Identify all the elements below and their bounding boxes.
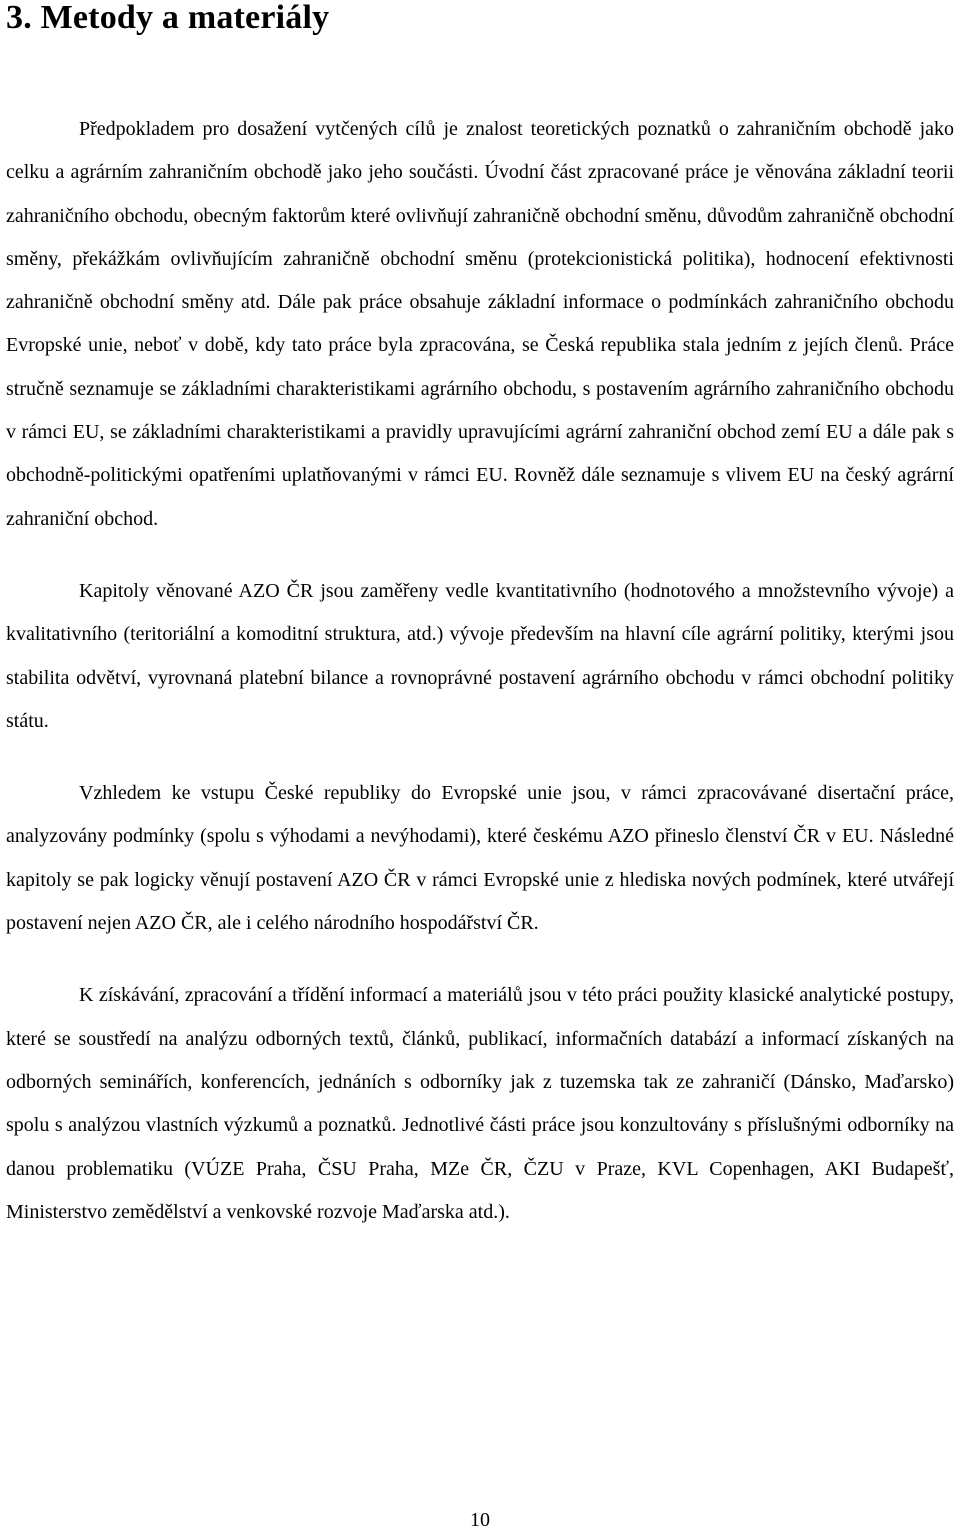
paragraph-introduction: Předpokladem pro dosažení vytčených cílů je znalost teoretických poznatků o zahraničním obchodě jako celku a agrárním zahraničním obchodě jako jeho součásti. Úvodní část zpracované práce je věnována základní teorii zahraničního obchodu, obecným faktorům které ovlivňují zahraničně obchodní směnu, důvodům zahraničně obchodní směny, překážkám ovlivňujícím zahraničně obchodní směnu (protekcionistická politika), hodnocení efektivnosti zahraničně obchodní směny atd. Dále pak práce obsahuje základní informace o podmínkách zahraničního obchodu Evropské unie, neboť v době, kdy tato práce byla zpracována, se Česká republika stala jedním z jejích členů. Práce stručně seznamuje se základními charakteristikami agrárního obchodu, s postavením agrárního zahraničního obchodu v rámci EU, se základními charakteristikami a pravidly upravujícími agrární zahraniční obchod zemí EU a dále pak s obchodně-politickými opatřeními uplatňovanými v rámci EU. Rovněž dále seznamuje s vlivem EU na český agrární zahraniční obchod. [6,118,954,530]
paragraph-eu-accession: Vzhledem ke vstupu České republiky do Evropské unie jsou, v rámci zpracovávané disertační práce, analyzovány podmínky (spolu s výhodami a nevýhodami), které českému AZO přineslo členství ČR v EU. Následné kapitoly se pak logicky věnují postavení AZO ČR v rámci Evropské unie z hlediska nových podmínek, které utvářejí postavení nejen AZO ČR, ale i celého národního hospodářství ČR. [6,782,954,935]
paragraph-methods: K získávání, zpracování a třídění informací a materiálů jsou v této práci použity klasické analytické postupy, které se soustředí na analýzu odborných textů, článků, publikací, informačních databází a informací získaných na odborných seminářích, konferencích, jednáních s odborníky jak z tuzemska tak ze zahraničí (Dánsko, Maďarsko) spolu s analýzou vlastních výzkumů a poznatků. Jednotlivé části práce jsou konzultovány s příslušnými odborníky na danou problematiku (VÚZE Praha, ČSU Praha, MZe ČR, ČZU v Praze, KVL Copenhagen, AKI Budapešť, Ministerstvo zemědělství a venkovské rozvoje Maďarska atd.). [6,984,954,1223]
section-heading: 3. Metody a materiály [6,0,330,36]
paragraph-azo-chapters: Kapitoly věnované AZO ČR jsou zaměřeny vedle kvantitativního (hodnotového a množstevního vývoje) a kvalitativního (teritoriální a komoditní struktura, atd.) vývoje především na hlavní cíle agrární politiky, kterými jsou stabilita odvětví, vyrovnaná platební bilance a rovnoprávné postavení agrárního obchodu v rámci obchodní politiky státu. [6,579,954,732]
document-page [6,0,954,1234]
page-number: 10 [470,1509,490,1531]
